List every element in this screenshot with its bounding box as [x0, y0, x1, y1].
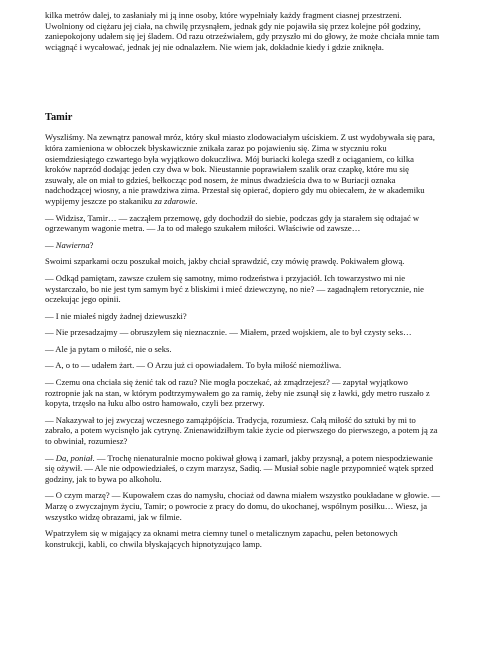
paragraph-text: Wyszliśmy. Na zewnątrz panował mróz, który skuł miasto zlodowaciałym uściskiem. Z ust wydobywała się para, która zamieniona w obłoczek błyskawicznie znikała zaraz po pojawieniu się. Zima w styczniu roku osiemdziesiątego czwartego była wyjątkowo dokuczliwa. Mój buriacki kolega szedł z ociąganiem, co kilka kroków naprzód dodając jeden czy dwa w bok. Nieustannie poprawiałem szalik oraz czapkę, które mu się zsuwały, ale on miał to gdzieś, bełkocząc pod nosem, że minus dwadzieścia dwa to w Buriacji oznaka nadchodzącej wiosny, a nie prawdziwa zima. Przestał się opierać, dopiero gdy mu obiecałem, że w akademiku wypijemy jeszcze po stakaniku	[45, 132, 435, 206]
paragraph	[45, 327, 440, 338]
paragraph	[45, 132, 440, 206]
paragraph-text: —	[45, 452, 56, 463]
intro-paragraph: kilka metrów dalej, to zasłaniały mi ją inne osoby, które wypełniały każdy fragment ciasnej przestrzeni. Uwolniony od ciężaru jej ciała, na chwilę przysnąłem, jednak gdy nie pojawiła się przez kolejne pół godziny, zaniepokojony udałem się jej śladem. Od razu otrzeźwiałem, gdy przyszło mi do głowy, że może chciała mnie tam wciągnąć i wycałować, jednak jej nie odnalazłem. Nie wiem jak, dokładnie kiedy i gdzie zniknęła.	[45, 10, 440, 52]
paragraph	[45, 453, 440, 485]
paragraph	[45, 311, 440, 322]
paragraph	[45, 240, 440, 251]
paragraph-tail: ?	[89, 239, 94, 250]
paragraph-text: Wpatrzyłem się w migający za oknami metra ciemny tunel o metalicznym zapachu, pełen betonowych konstrukcji, kabli, co chwila błyskających hipnotyzująco lamp.	[45, 528, 398, 549]
chapter-body	[45, 132, 440, 549]
paragraph-text: — O czym marzę? — Kupowałem czas do namysłu, chociaż od dawna miałem wszystko poukładane w głowie. — Marzę o zwyczajnym życiu, Tamir; o powrocie z pracy do domu, do ukochanej, wspólnym posiłku… Wiesz, ja wszystko widzę obrazami, jak w filmie.	[45, 490, 440, 522]
paragraph-text: — Czemu ona chciała się żenić tak od razu? Nie mogła poczekać, aż zmądrzejesz? — zapytał wyjątkowo roztropnie jak na stan, w którym podtrzymywałem go za ramię, żeby nie zsunął się z ławki, gdy metro ruszało z kopyta, trzęsło na łuku albo ostro hamowało, czyli bez przerwy.	[45, 377, 430, 409]
paragraph	[45, 213, 440, 234]
paragraph-text: Swoimi szparkami oczu poszukał moich, jakby chciał sprawdzić, czy mówię prawdę. Pokiwałem głową.	[45, 256, 405, 267]
paragraph-text: — Ale ja pytam o miłość, nie o seks.	[45, 343, 172, 354]
paragraph	[45, 415, 440, 447]
paragraph	[45, 344, 440, 355]
paragraph	[45, 528, 440, 549]
paragraph	[45, 360, 440, 371]
paragraph	[45, 490, 440, 522]
paragraph-italic: Nawierna	[55, 239, 90, 250]
paragraph-text: — A, o to — udałem żart. — O Arzu już ci opowiadałem. To była miłość niemożliwa.	[45, 360, 342, 371]
paragraph	[45, 256, 440, 267]
paragraph-text: —	[45, 239, 56, 250]
paragraph-text: — Nie przesadzajmy — obruszyłem się nieznacznie. — Miałem, przed wojskiem, ale to był czysty seks…	[45, 327, 412, 338]
paragraph-text: — Widzisz, Tamir… — zacząłem przemowę, gdy dochodził do siebie, podczas gdy ja starałem się odtajać w ogrzewanym wagonie metra. — Ja to od małego szukałem miłości. Właściwie od zawsze…	[45, 212, 420, 234]
paragraph-text: — Odkąd pamiętam, zawsze czułem się samotny, mimo rodzeństwa i przyjaciół. Ich towarzystwo mi nie wystarczało, bo nie jest tym samym być z bliskimi i mieć dziewczynę, no nie? — zagadnąłem retorycznie, nie oczekując jego opinii.	[45, 272, 424, 305]
paragraph-italic: Da, poniał	[55, 452, 93, 463]
paragraph	[45, 377, 440, 409]
paragraph-italic: za zdarowie	[154, 195, 196, 206]
paragraph	[45, 273, 440, 305]
paragraph-tail: . — Trochę nienaturalnie mocno pokiwał głową i zamarł, jakby przysnął, a potem niespodziewanie się ożywił. — Ale nie odpowiedziałeś, o czym marzysz, Sadiq. — Musiał sobie nagle przypomnieć wątek sprzed godziny, jak to bywa po alkoholu.	[45, 452, 434, 484]
chapter-heading: Tamir	[45, 112, 73, 124]
paragraph-tail: .	[195, 195, 198, 206]
paragraph-text: — Nakazywał to jej zwyczaj wczesnego zamążpójścia. Tradycja, rozumiesz. Całą miłość do sztuki by mi to zabrało, a potem wycisnęło jak cytrynę. Znienawidziłbym takie życie od pierwszego do pierwszego, a potem ją za to obwiniał, rozumiesz?	[45, 414, 438, 447]
paragraph-text: — I nie miałeś nigdy żadnej dziewuszki?	[45, 310, 187, 321]
